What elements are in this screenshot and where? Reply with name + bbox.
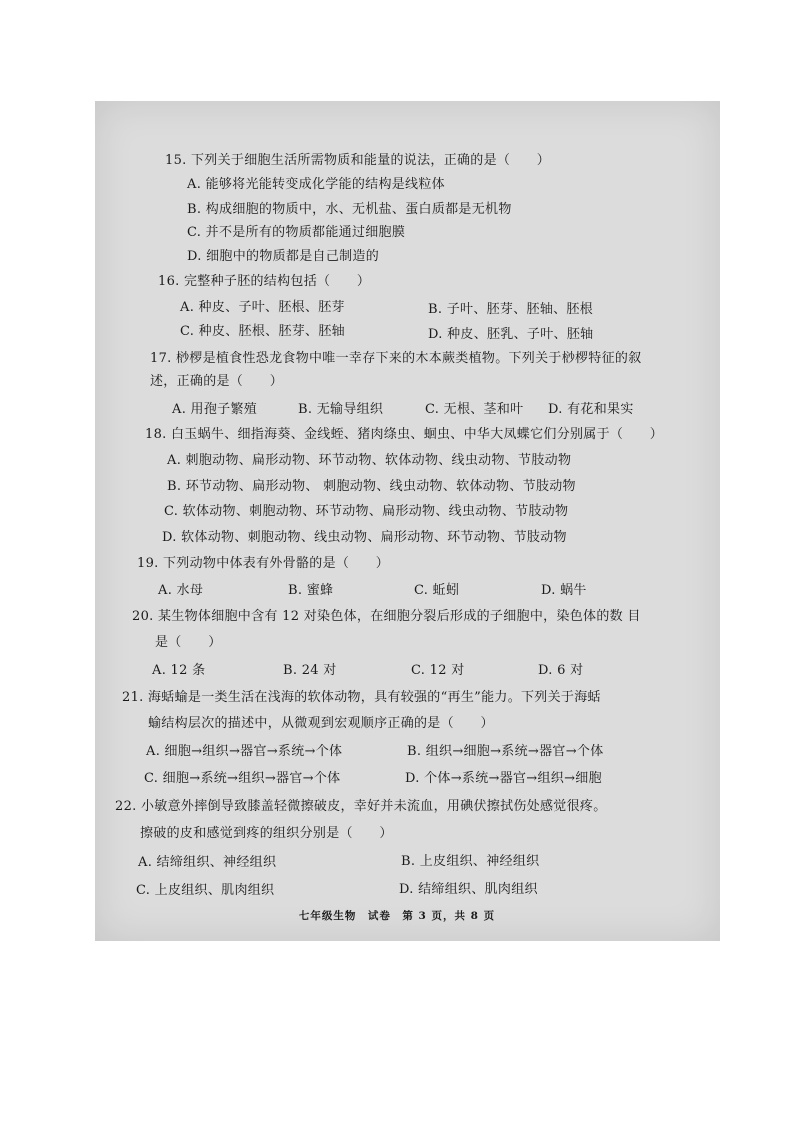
question-22-stem-line-2: 擦破的皮和感觉到疼的组织分别是（ ）	[140, 826, 393, 841]
question-19-option-d: D. 蜗牛	[541, 583, 587, 598]
question-19-stem: 19. 下列动物中体表有外骨骼的是（ ）	[137, 556, 390, 571]
question-18-stem: 18. 白玉蜗牛、细指海葵、金线蛭、猪肉绦虫、蛔虫、中华大凤蝶它们分别属于（ ）	[145, 427, 664, 442]
question-16-stem: 16. 完整种子胚的结构包括（ ）	[158, 274, 371, 289]
question-20-option-a: A. 12 条	[152, 663, 206, 678]
question-21-option-c: C. 细胞→系统→组织→器官→个体	[144, 771, 341, 786]
question-19-option-b: B. 蜜蜂	[288, 583, 334, 598]
question-22-option-c: C. 上皮组织、肌肉组织	[136, 883, 275, 898]
question-20-stem-line-2: 是（ ）	[155, 635, 222, 650]
question-22-option-d: D. 结缔组织、肌肉组织	[399, 882, 538, 897]
question-20-option-b: B. 24 对	[283, 663, 337, 678]
question-17-option-c: C. 无根、茎和叶	[425, 402, 524, 417]
question-17-option-b: B. 无输导组织	[298, 402, 384, 417]
question-21-stem-line-2: 蝓结构层次的描述中，从微观到宏观顺序正确的是（ ）	[148, 716, 494, 731]
question-15-stem: 15. 下列关于细胞生活所需物质和能量的说法，正确的是（ ）	[165, 153, 551, 168]
question-17-option-d: D. 有花和果实	[548, 402, 634, 417]
page-footer: 七年级生物 试卷 第 3 页，共 8 页	[298, 910, 496, 922]
question-15-option-a: A. 能够将光能转变成化学能的结构是线粒体	[187, 177, 445, 192]
question-18-option-d: D. 软体动物、刺胞动物、线虫动物、扁形动物、环节动物、节肢动物	[162, 530, 567, 545]
question-21-option-b: B. 组织→细胞→系统→器官→个体	[407, 744, 604, 759]
question-15-option-d: D. 细胞中的物质都是自己制造的	[187, 249, 380, 264]
question-20-option-d: D. 6 对	[538, 663, 584, 678]
question-20-option-c: C. 12 对	[411, 663, 465, 678]
question-21-option-d: D. 个体→系统→器官→组织→细胞	[405, 771, 602, 786]
question-20-stem-line-1: 20. 某生物体细胞中含有 12 对染色体，在细胞分裂后形成的子细胞中，染色体的数 目	[132, 609, 641, 624]
question-16-option-a: A. 种皮、子叶、胚根、胚芽	[180, 300, 345, 315]
question-18-option-b: B. 环节动物、扁形动物、 刺胞动物、线虫动物、软体动物、节肢动物	[167, 479, 576, 494]
question-17-option-a: A. 用孢子繁殖	[172, 402, 258, 417]
question-18-option-a: A. 刺胞动物、扁形动物、环节动物、软体动物、线虫动物、节肢动物	[167, 453, 572, 468]
question-22-stem-line-1: 22. 小敏意外摔倒导致膝盖轻微擦破皮，幸好并未流血，用碘伏擦拭伤处感觉很疼。	[115, 799, 607, 814]
question-16-option-d: D. 种皮、胚乳、子叶、胚轴	[428, 327, 594, 342]
question-17-stem-line-1: 17. 桫椤是植食性恐龙食物中唯一幸存下来的木本蕨类植物。下列关于桫椤特征的叙	[150, 351, 642, 366]
question-15-option-b: B. 构成细胞的物质中，水、无机盐、蛋白质都是无机物	[187, 202, 512, 217]
question-22-option-b: B. 上皮组织、神经组织	[401, 854, 540, 869]
question-19-option-a: A. 水母	[158, 583, 204, 598]
question-19-option-c: C. 蚯蚓	[414, 583, 460, 598]
question-18-option-c: C. 软体动物、刺胞动物、环节动物、扁形动物、线虫动物、节肢动物	[164, 504, 569, 519]
question-16-option-c: C. 种皮、胚根、胚芽、胚轴	[180, 324, 345, 339]
question-21-option-a: A. 细胞→组织→器官→系统→个体	[146, 744, 343, 759]
question-17-stem-line-2: 述，正确的是（ ）	[150, 374, 284, 389]
question-16-option-b: B. 子叶、胚芽、胚轴、胚根	[428, 302, 594, 317]
question-21-stem-line-1: 21. 海蛞蝓是一类生活在浅海的软体动物，具有较强的“再生”能力。下列关于海蛞	[122, 690, 601, 705]
question-15-option-c: C. 并不是所有的物质都能通过细胞膜	[187, 225, 406, 240]
question-22-option-a: A. 结缔组织、神经组织	[138, 855, 277, 870]
